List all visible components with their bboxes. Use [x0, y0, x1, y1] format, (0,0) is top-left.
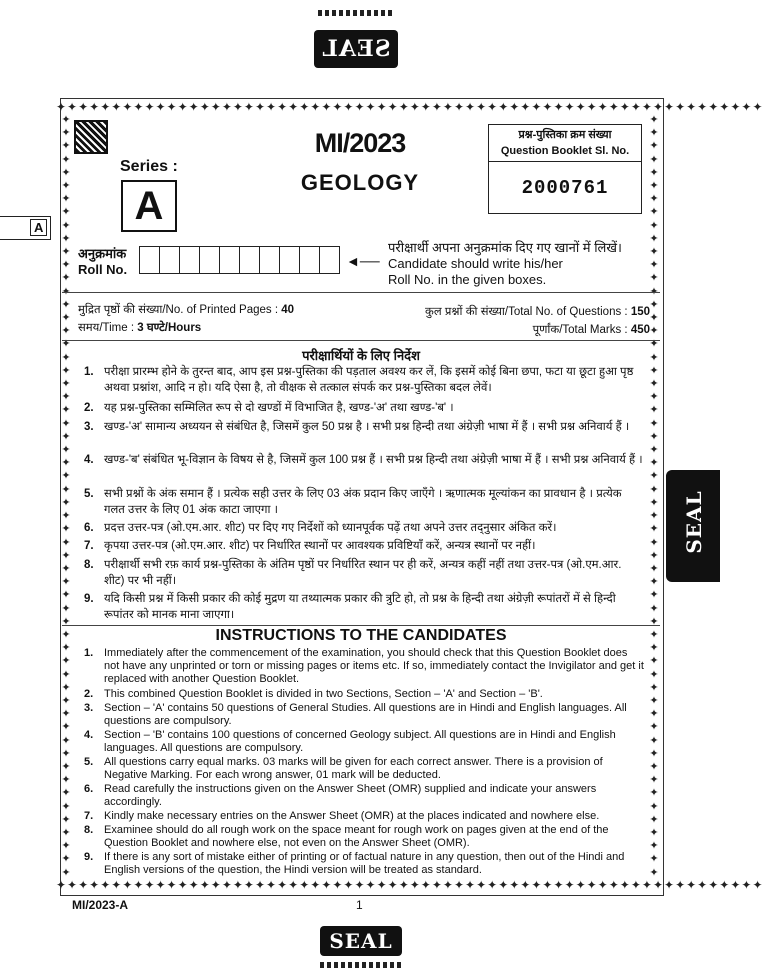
seal-stamp-side: SEAL: [666, 470, 720, 582]
total-questions: कुल प्रश्नों की संख्या/Total No. of Questions : 150: [425, 306, 650, 318]
divider: [62, 625, 660, 626]
english-instruction-7: 7. Kindly make necessary entries on the Answer Sheet (OMR) at the places indicated and nowhere else.: [84, 810, 600, 822]
booklet-serial-box: [488, 124, 642, 214]
roll-box[interactable]: [139, 246, 160, 274]
qr-code-icon: [74, 120, 108, 154]
roll-box[interactable]: [239, 246, 260, 274]
roll-box[interactable]: [159, 246, 180, 274]
star-border-left: ✦ ✦ ✦ ✦ ✦ ✦ ✦ ✦ ✦ ✦ ✦ ✦ ✦ ✦ ✦ ✦ ✦ ✦ ✦ ✦ ✦ ✦ ✦ ✦ ✦ ✦ ✦ ✦ ✦ ✦ ✦ ✦ ✦ ✦ ✦ ✦ ✦ ✦ ✦ ✦ ✦ ✦ ✦ ✦ ✦ ✦ ✦ ✦ ✦ ✦ ✦ ✦ ✦ ✦ ✦ ✦ ✦ ✦: [61, 114, 71, 879]
roll-label: [78, 246, 127, 278]
booklet-serial-label-en: Question Booklet Sl. No.: [500, 145, 630, 157]
roll-note-en-2: Roll No. in the given boxes.: [388, 272, 547, 287]
english-instruction-2: 2. This combined Question Booklet is divided in two Sections, Section – 'A' and Section – 'B'.: [84, 688, 543, 700]
series-side-tab: A: [0, 216, 51, 240]
english-instruction-3: 3. Section – 'A' contains 50 questions of General Studies. All questions are in Hindi and English languages. All questions are compulsory.: [84, 702, 627, 728]
hindi-instruction-1: 1. परीक्षा प्रारम्भ होने के तुरन्त बाद, आप इस प्रश्न-पुस्तिका की पड़ताल अवश्य कर लें, कि इसमें कोई बिना छपा, फटा या छूटा हुआ पृष्ठ अथवा प्रश्नांश, आदि न हो। यदि ऐसा है, तो वीक्षक से तत्काल संपर्क कर प्रश्न-पुस्तिका बदल लेवें।: [84, 366, 634, 394]
star-border-bottom: ✦✦✦✦✦✦✦✦✦✦✦✦✦✦✦✦✦✦✦✦✦✦✦✦✦✦✦✦✦✦✦✦✦✦✦✦✦✦✦✦✦✦✦✦✦✦✦✦✦✦✦✦✦✦✦✦✦✦✦✦✦✦✦✦: [56, 878, 764, 892]
star-border-right: ✦ ✦ ✦ ✦ ✦ ✦ ✦ ✦ ✦ ✦ ✦ ✦ ✦ ✦ ✦ ✦ ✦ ✦ ✦ ✦ ✦ ✦ ✦ ✦ ✦ ✦ ✦ ✦ ✦ ✦ ✦ ✦ ✦ ✦ ✦ ✦ ✦ ✦ ✦ ✦ ✦ ✦ ✦ ✦ ✦ ✦ ✦ ✦ ✦ ✦ ✦ ✦ ✦ ✦ ✦ ✦ ✦ ✦: [649, 114, 659, 879]
perforation-strip: [318, 10, 394, 16]
roll-box[interactable]: [259, 246, 280, 274]
roll-label-hi: अनुक्रमांक: [78, 246, 127, 261]
perforation-strip: [320, 962, 402, 968]
roll-box[interactable]: [299, 246, 320, 274]
roll-box[interactable]: [279, 246, 300, 274]
english-instruction-1: 1. Immediately after the commencement of the examination, you should check that this Question Booklet does not have any unprinted or torn or missing pages or items etc. If so, immediately contact the Invigilator and get it replaced with another Question Booklet.: [84, 647, 644, 686]
exam-code-title: MI/2023: [314, 128, 406, 158]
star-border-top: ✦✦✦✦✦✦✦✦✦✦✦✦✦✦✦✦✦✦✦✦✦✦✦✦✦✦✦✦✦✦✦✦✦✦✦✦✦✦✦✦✦✦✦✦✦✦✦✦✦✦✦✦✦✦✦✦✦✦✦✦✦✦✦✦: [56, 100, 764, 114]
roll-box[interactable]: [179, 246, 200, 274]
hindi-instruction-4: 4. खण्ड-'ब' संबंधित भू-विज्ञान के विषय से है, जिसमें कुल 100 प्रश्न हैं । सभी प्रश्न हिन्दी तथा अंग्रेज़ी भाषा में हैं । सभी प्रश्न अनिवार्य हैं ।: [84, 454, 643, 466]
candidate-roll-note: [388, 240, 648, 288]
subject-title: GEOLOGY: [300, 170, 420, 195]
english-instruction-9: 9. If there is any sort of mistake either of printing or of factual nature in any question, then out of the Hindi and English versions of the question, the Hindi version will be treated as standard.: [84, 851, 625, 877]
booklet-serial-label-hi: प्रश्न-पुस्तिका क्रम संख्या: [518, 129, 612, 141]
time-allowed: समय/Time : 3 घण्टे/Hours: [78, 322, 202, 334]
english-instruction-6: 6. Read carefully the instructions given on the Answer Sheet (OMR) supplied and indicate your answers accordingly.: [84, 783, 597, 809]
roll-number-boxes[interactable]: [140, 246, 340, 274]
hindi-instruction-9: 9. यदि किसी प्रश्न में किसी प्रकार की कोई मुद्रण या तथ्यात्मक प्रकार की त्रुटि हो, तो प्रश्न के हिन्दी तथा अंग्रेज़ी रूपांतरों में से हिन्दी रूपांतर को मानक माना जाएगा।: [84, 593, 616, 621]
hindi-instruction-3: 3. खण्ड-'अ' सामान्य अध्ययन से संबंधित है, जिसमें कुल 50 प्रश्न है । सभी प्रश्न हिन्दी तथा अंग्रेज़ी भाषा में हैं । सभी प्रश्न अनिवार्य हैं ।: [84, 421, 630, 433]
roll-note-hi: परीक्षार्थी अपना अनुक्रमांक दिए गए खानों में लिखें।: [388, 240, 622, 255]
page-number: 1: [356, 898, 363, 912]
english-instruction-8: 8. Examinee should do all rough work on the space meant for rough work on pages given at the end of the Question Booklet and nowhere else, not even on the Answer Sheet (OMR).: [84, 824, 609, 850]
divider: [62, 340, 660, 341]
seal-stamp-bottom: SEAL: [320, 926, 402, 956]
hindi-instruction-8: 8. परीक्षार्थी सभी रफ़ कार्य प्रश्न-पुस्तिका के अंतिम पृष्ठों पर निर्धारित स्थान पर ही करें, अन्यत्र कहीं नहीं तथा उत्तर-पत्र (ओ.एम.आर. शीट) पर भी नहीं।: [84, 559, 622, 587]
english-instructions-title: INSTRUCTIONS TO THE CANDIDATES: [215, 627, 507, 644]
footer-code: MI/2023-A: [72, 898, 129, 912]
roll-note-en-1: Candidate should write his/her: [388, 256, 563, 271]
arrow-left-icon: ◄──: [346, 253, 380, 269]
series-value-box: A: [121, 180, 177, 232]
roll-box[interactable]: [219, 246, 240, 274]
hindi-instruction-5: 5. सभी प्रश्नों के अंक समान हैं । प्रत्येक सही उत्तर के लिए 03 अंक प्रदान किए जाएँगे । ऋणात्मक मूल्यांकन का प्रावधान है । प्रत्येक गलत उत्तर के लिए 01 अंक काटा जाएगा ।: [84, 488, 622, 516]
roll-label-en: Roll No.: [78, 262, 128, 277]
booklet-serial-number: 2000761: [521, 177, 609, 199]
hindi-instructions-title: परीक्षार्थियों के लिए निर्देश: [302, 348, 420, 363]
english-instruction-5: 5. All questions carry equal marks. 03 marks will be given for each correct answer. There is a provision of Negative Marking. For each wrong answer, 01 mark will be deducted.: [84, 756, 603, 782]
english-instruction-4: 4. Section – 'B' contains 100 questions of concerned Geology subject. All questions are in Hindi and English languages. All questions are compulsory.: [84, 729, 616, 755]
roll-box[interactable]: [319, 246, 340, 274]
seal-stamp-top: SEAL: [314, 30, 398, 68]
series-label: Series :: [120, 158, 178, 175]
hindi-instruction-6: 6. प्रदत्त उत्तर-पत्र (ओ.एम.आर. शीट) पर दिए गए निर्देशों को ध्यानपूर्वक पढ़ें तथा अपने उत्तर तद्नुसार अंकित करें।: [84, 522, 557, 534]
printed-pages: मुद्रित पृष्ठों की संख्या/No. of Printed Pages : 40: [78, 304, 295, 316]
roll-box[interactable]: [199, 246, 220, 274]
hindi-instruction-2: 2. यह प्रश्न-पुस्तिका सम्मिलित रूप से दो खण्डों में विभाजित है, खण्ड-'अ' तथा खण्ड-'ब' ।: [84, 402, 454, 414]
hindi-instruction-7: 7. कृपया उत्तर-पत्र (ओ.एम.आर. शीट) पर निर्धारित स्थानों पर आवश्यक प्रविष्टियाँ करें, अन्यत्र स्थानों पर नहीं।: [84, 540, 536, 552]
total-marks: पूर्णांक/Total Marks : 450: [532, 324, 650, 336]
divider: [62, 292, 660, 293]
